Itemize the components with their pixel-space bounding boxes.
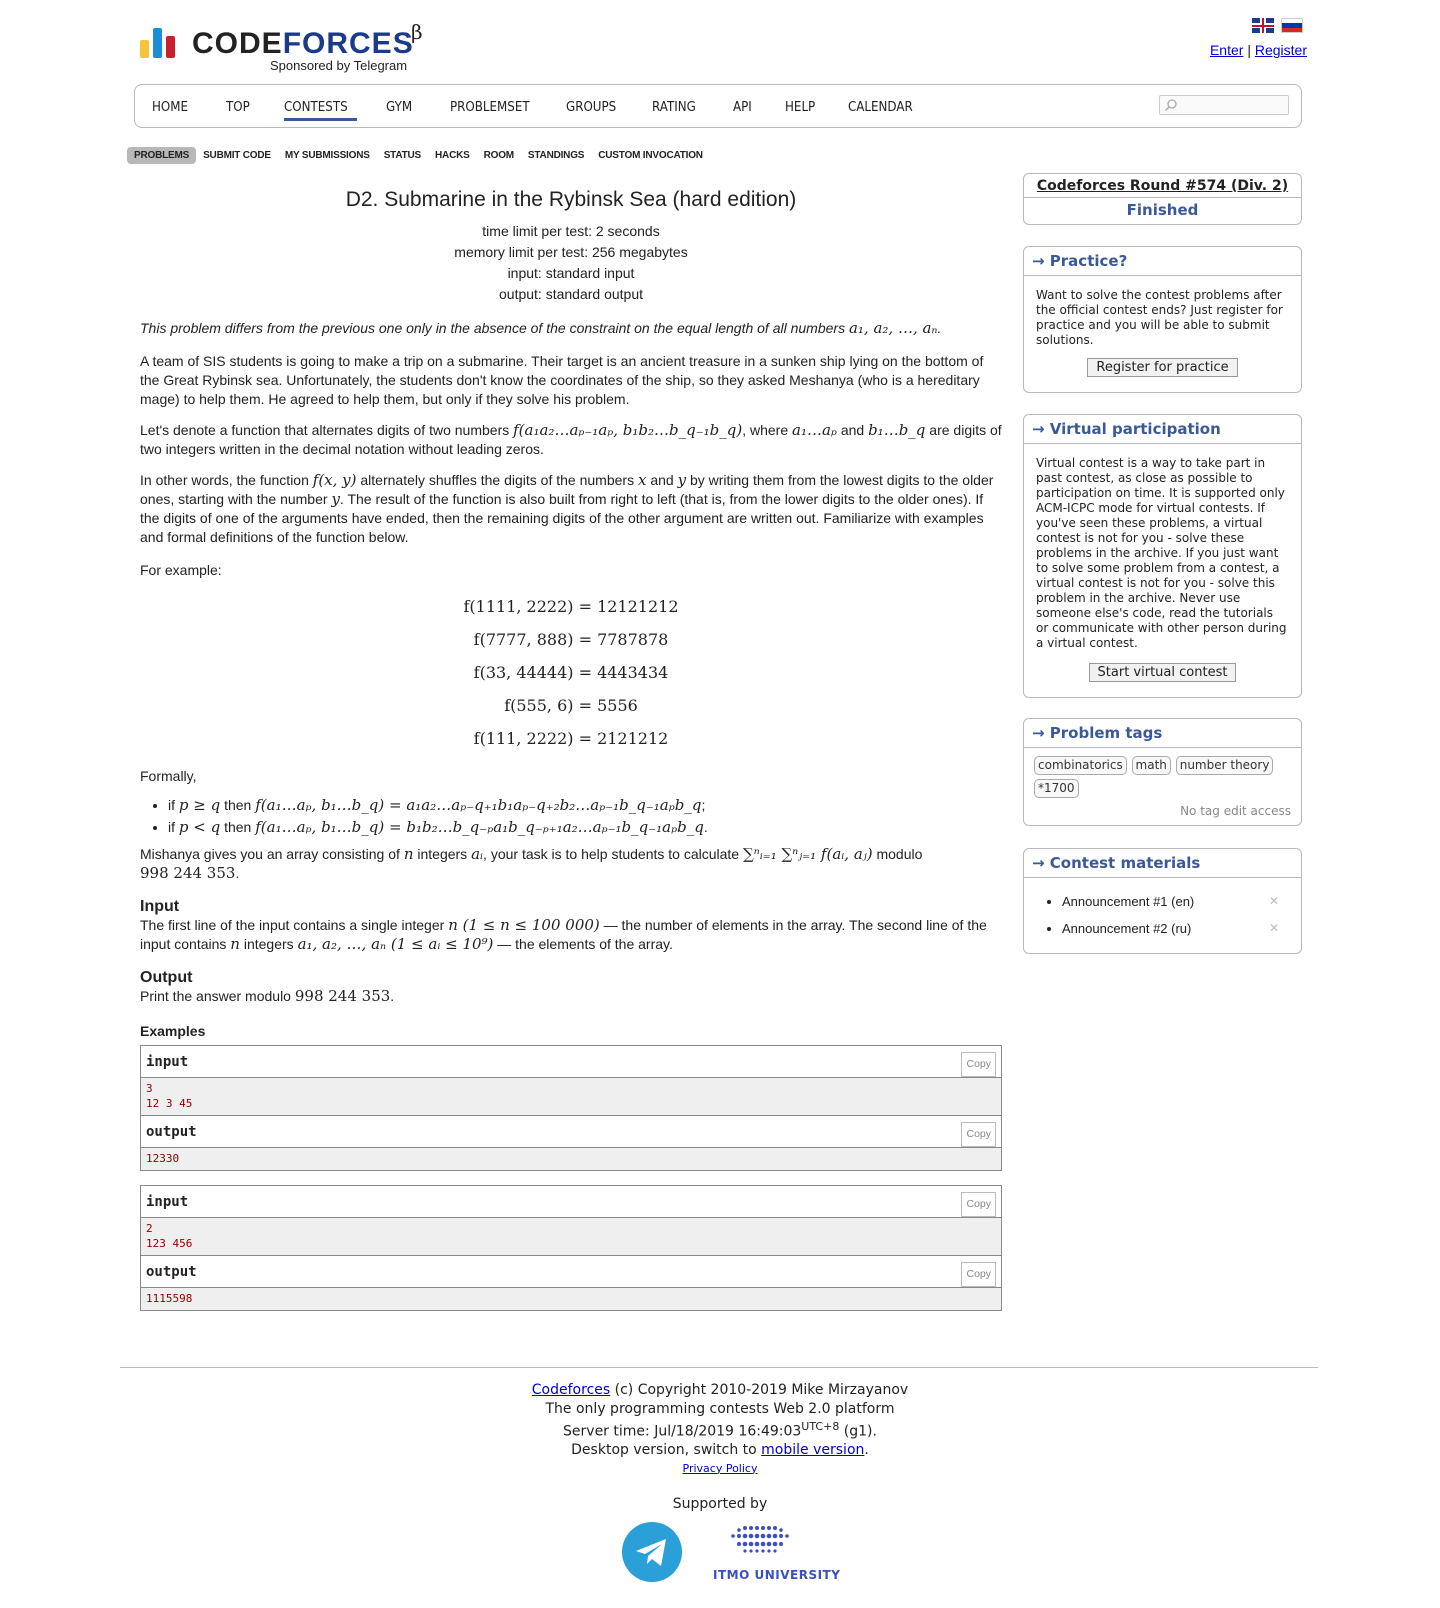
sample-output-header: [141, 1256, 1001, 1288]
material-item[interactable]: • Announcement #2 (ru) ✕: [1062, 921, 1271, 936]
for-example-label: For example:: [140, 562, 222, 578]
sample-input-header: [141, 1186, 1001, 1218]
logo-beta: β: [411, 20, 423, 44]
subnav-hacks[interactable]: HACKS: [435, 150, 470, 161]
nav-rating[interactable]: RATING: [652, 99, 696, 115]
itmo-label: ITMO UNIVERSITY: [713, 1568, 841, 1582]
mobile-version-link[interactable]: mobile version: [761, 1442, 865, 1459]
contest-status: Finished: [1126, 201, 1199, 219]
sample-output-header: [141, 1116, 1001, 1148]
search-input[interactable]: [1159, 95, 1289, 115]
sample-output-label: output: [146, 1124, 197, 1140]
virtual-body: [1024, 444, 1301, 692]
close-icon[interactable]: ✕: [1268, 894, 1279, 908]
footer: [0, 1381, 1440, 1478]
formula-5: f(111, 2222) = 2121212: [473, 729, 669, 748]
input-spec: input: standard input: [507, 265, 635, 281]
examples-title: Examples: [140, 1023, 206, 1039]
footer-codeforces-link[interactable]: Codeforces: [531, 1382, 611, 1398]
tags-body: [1024, 748, 1301, 825]
footer-privacy: [0, 1460, 1440, 1479]
copy-button[interactable]: Copy: [961, 1052, 996, 1077]
sample-input-label: input: [146, 1054, 189, 1070]
nav-api[interactable]: API: [733, 99, 752, 115]
register-practice-button[interactable]: Register for practice: [1087, 358, 1237, 377]
output-section-title: Output: [140, 969, 193, 986]
problem-tags-box: [1023, 718, 1302, 826]
contest-info-box: [1023, 173, 1302, 225]
subnav-submit-code[interactable]: SUBMIT CODE: [203, 150, 271, 161]
sample-output-body[interactable]: 12330: [141, 1148, 1001, 1170]
tag-combinatorics[interactable]: combinatorics: [1034, 756, 1127, 775]
formal-definition-list: [168, 796, 1002, 837]
uk-flag-icon[interactable]: [1252, 18, 1274, 33]
virtual-text: Virtual contest is a way to take part in past contest, as close as possible to participation on time. It is supported only ACM-ICPC mode for virtual contests. If you've seen these problems, a virtual contest is not for you - solve these problems in the archive. If you just want to solve some problem from a contest, a virtual contest is not for you - solve this problem in the archive. Never use someone else's code, read the tutorials or communicate with other person during a virtual contest.: [1036, 456, 1287, 650]
nav-home[interactable]: HOME: [152, 99, 189, 115]
codeforces-logo[interactable]: [140, 20, 430, 74]
subnav-room[interactable]: ROOM: [483, 150, 514, 161]
task-paragraph: Mishanya gives you an array consisting of n integers aᵢ, your task is to help students to calculate ∑ⁿᵢ₌₁ ∑ⁿⱼ₌₁ f(aᵢ, aⱼ) modulo 998 244 353.: [140, 845, 923, 882]
contest-menu: [127, 147, 710, 164]
search-icon: [1164, 98, 1178, 112]
formal-case-2: • if p < q then f(a₁…aₚ, b₁…b_q) = b₁b₂…b_q₋ₚa₁b_q₋ₚ₊₁a₂…aₚ₋₁b_q₋₁aₚb_q.: [168, 818, 1002, 837]
time-limit: time limit per test: 2 seconds: [482, 223, 660, 239]
virtual-title: → Virtual participation: [1024, 415, 1301, 444]
formally-label: Formally,: [140, 768, 197, 784]
problem-title: D2. Submarine in the Rybinsk Sea (hard edition): [345, 188, 797, 211]
subnav-problems[interactable]: PROBLEMS: [127, 147, 196, 164]
tag-math[interactable]: math: [1132, 756, 1171, 775]
subnav-status[interactable]: STATUS: [383, 150, 422, 161]
memory-limit: memory limit per test: 256 megabytes: [454, 244, 688, 260]
legend-paragraph-3: In other words, the function f(x, y) alternately shuffles the digits of the numbers x and y by writing them from the lowest digits to the older ones, starting with the number y. The result of the function is also built from right to left (that is, from the lower digits to the older ones). If the digits of one of the arguments have ended, then the remaining digits of the other argument are written out. Familiarize with examples and formal definitions of the function below.: [140, 471, 994, 545]
nav-groups[interactable]: GROUPS: [566, 99, 617, 115]
formula-3: f(33, 44444) = 4443434: [473, 663, 669, 682]
main-menu: [134, 84, 1302, 128]
materials-list: [1024, 894, 1279, 936]
nav-calendar[interactable]: CALENDAR: [848, 99, 913, 115]
practice-box: [1023, 246, 1302, 393]
enter-link[interactable]: Enter: [1209, 42, 1244, 58]
footer-version: Desktop version, switch to mobile version.: [571, 1442, 869, 1459]
ru-flag-icon[interactable]: [1281, 18, 1303, 33]
copy-button[interactable]: Copy: [961, 1192, 996, 1217]
footer-divider: [120, 1367, 1318, 1368]
itmo-logo[interactable]: [713, 1522, 841, 1582]
sample-output-body[interactable]: 1115598: [141, 1288, 1001, 1310]
problem-limits: [140, 221, 1002, 305]
register-link[interactable]: Register: [1254, 42, 1307, 58]
nav-gym[interactable]: GYM: [386, 99, 413, 115]
output-section-text: Print the answer modulo 998 244 353.: [140, 987, 395, 1005]
problem-note: This problem differs from the previous one only in the absence of the constraint on the equal length of all numbers a₁, a₂, …, aₙ.: [140, 319, 942, 337]
footer-server-time: Server time: Jul/18/2019 $16:49:03^{UTC+8}$ (g1).: [563, 1420, 877, 1440]
tag-number-theory[interactable]: number theory: [1176, 756, 1274, 775]
problem-statement: [140, 178, 1002, 1311]
practice-body: [1024, 276, 1301, 387]
footer-copyright: Codeforces (c) Copyright 2010-2019 Mike Mirzayanov: [531, 1382, 909, 1398]
sample-test: [140, 1045, 1002, 1171]
sample-input-body[interactable]: 3 12 3 45: [141, 1078, 1001, 1116]
material-item[interactable]: • Announcement #1 (en) ✕: [1062, 894, 1271, 909]
auth-separator: |: [1247, 42, 1251, 58]
virtual-participation-box: [1023, 414, 1302, 698]
sample-output-label: output: [146, 1264, 197, 1280]
formula-1: f(1111, 2222) = 12121212: [463, 597, 679, 616]
main-menu-items: [152, 99, 947, 121]
sample-test: [140, 1185, 1002, 1311]
subnav-custom-invocation[interactable]: CUSTOM INVOCATION: [598, 150, 703, 161]
sample-input-body[interactable]: 2 123 456: [141, 1218, 1001, 1256]
formula-2: f(7777, 888) = 7787878: [473, 630, 669, 649]
legend-paragraph-1: A team of SIS students is going to make a trip on a submarine. Their target is an ancient treasure in a sunken ship lying on the bottom of the Great Rybinsk sea. Unfortunately, the students don't know the coordinates of the ship, so they asked Meshanya (who is a hereditary mage) to help them. He agreed to help them, but only if they solve his problem.: [140, 353, 984, 407]
nav-problemset[interactable]: PROBLEMSET: [450, 99, 530, 115]
nav-top[interactable]: TOP: [226, 99, 250, 115]
nav-contests[interactable]: CONTESTS: [284, 99, 357, 121]
formula-4: f(555, 6) = 5556: [504, 696, 638, 715]
privacy-policy-link[interactable]: Privacy Policy: [682, 1461, 758, 1475]
output-spec: output: standard output: [499, 286, 643, 302]
sample-input-header: [141, 1046, 1001, 1078]
materials-title: → Contest materials: [1024, 849, 1301, 878]
tag-difficulty[interactable]: *1700: [1034, 779, 1079, 798]
logo-sponsor: Sponsored by Telegram: [270, 58, 408, 73]
copy-button[interactable]: Copy: [961, 1262, 996, 1287]
close-icon[interactable]: ✕: [1268, 921, 1279, 935]
footer-platform: The only programming contests Web 2.0 platform: [545, 1400, 895, 1417]
telegram-logo-icon[interactable]: [622, 1522, 682, 1582]
paper-plane-icon: [622, 1522, 682, 1582]
legend-paragraph-2: Let's denote a function that alternates digits of two numbers f(a₁a₂…aₚ₋₁aₚ, b₁b₂…b_q₋₁b_q), where a₁…aₚ and b₁…b_q are digits of two integers written in the decimal notation without leading zeros.: [140, 421, 1002, 457]
start-virtual-button[interactable]: Start virtual contest: [1089, 663, 1237, 682]
formal-case-1: • if p ≥ q then f(a₁…aₚ, b₁…b_q) = a₁a₂…aₚ₋q₊₁b₁aₚ₋q₊₂b₂…aₚ₋₁b_q₋₁aₚb_q;: [168, 796, 1002, 815]
nav-help[interactable]: HELP: [785, 99, 816, 115]
practice-title: → Practice?: [1024, 247, 1301, 276]
practice-text: Want to solve the contest problems after the official contest ends? Just register for practice and you will be able to submit solutions.: [1036, 288, 1283, 347]
input-section-title: Input: [140, 898, 180, 915]
subnav-my-submissions[interactable]: MY SUBMISSIONS: [284, 150, 370, 161]
logo-bars-icon: [140, 28, 180, 58]
itmo-dots-icon: [713, 1522, 833, 1558]
language-flags: [1252, 18, 1307, 34]
contest-name-link[interactable]: Codeforces Round #574 (Div. 2): [1024, 174, 1301, 198]
contest-materials-box: [1023, 848, 1302, 954]
supported-by-label: Supported by: [672, 1496, 768, 1512]
input-section-text: The first line of the input contains a single integer n (1 ≤ n ≤ 100 000) — the number of elements in the array. The second line of the input contains n integers a₁, a₂, …, aₙ (1 ≤ aᵢ ≤ 10⁹) — the elements of the array.: [140, 916, 987, 953]
logo-wordmark: CODEFORCES: [192, 27, 414, 60]
tags-title: → Problem tags: [1024, 719, 1301, 748]
auth-links: [1210, 42, 1307, 58]
subnav-standings[interactable]: STANDINGS: [527, 150, 585, 161]
materials-body: [1024, 878, 1301, 952]
copy-button[interactable]: Copy: [961, 1122, 996, 1147]
no-tag-edit-access: No tag edit access: [1180, 804, 1291, 818]
sample-input-label: input: [146, 1194, 189, 1210]
example-formulas: [140, 590, 1002, 755]
